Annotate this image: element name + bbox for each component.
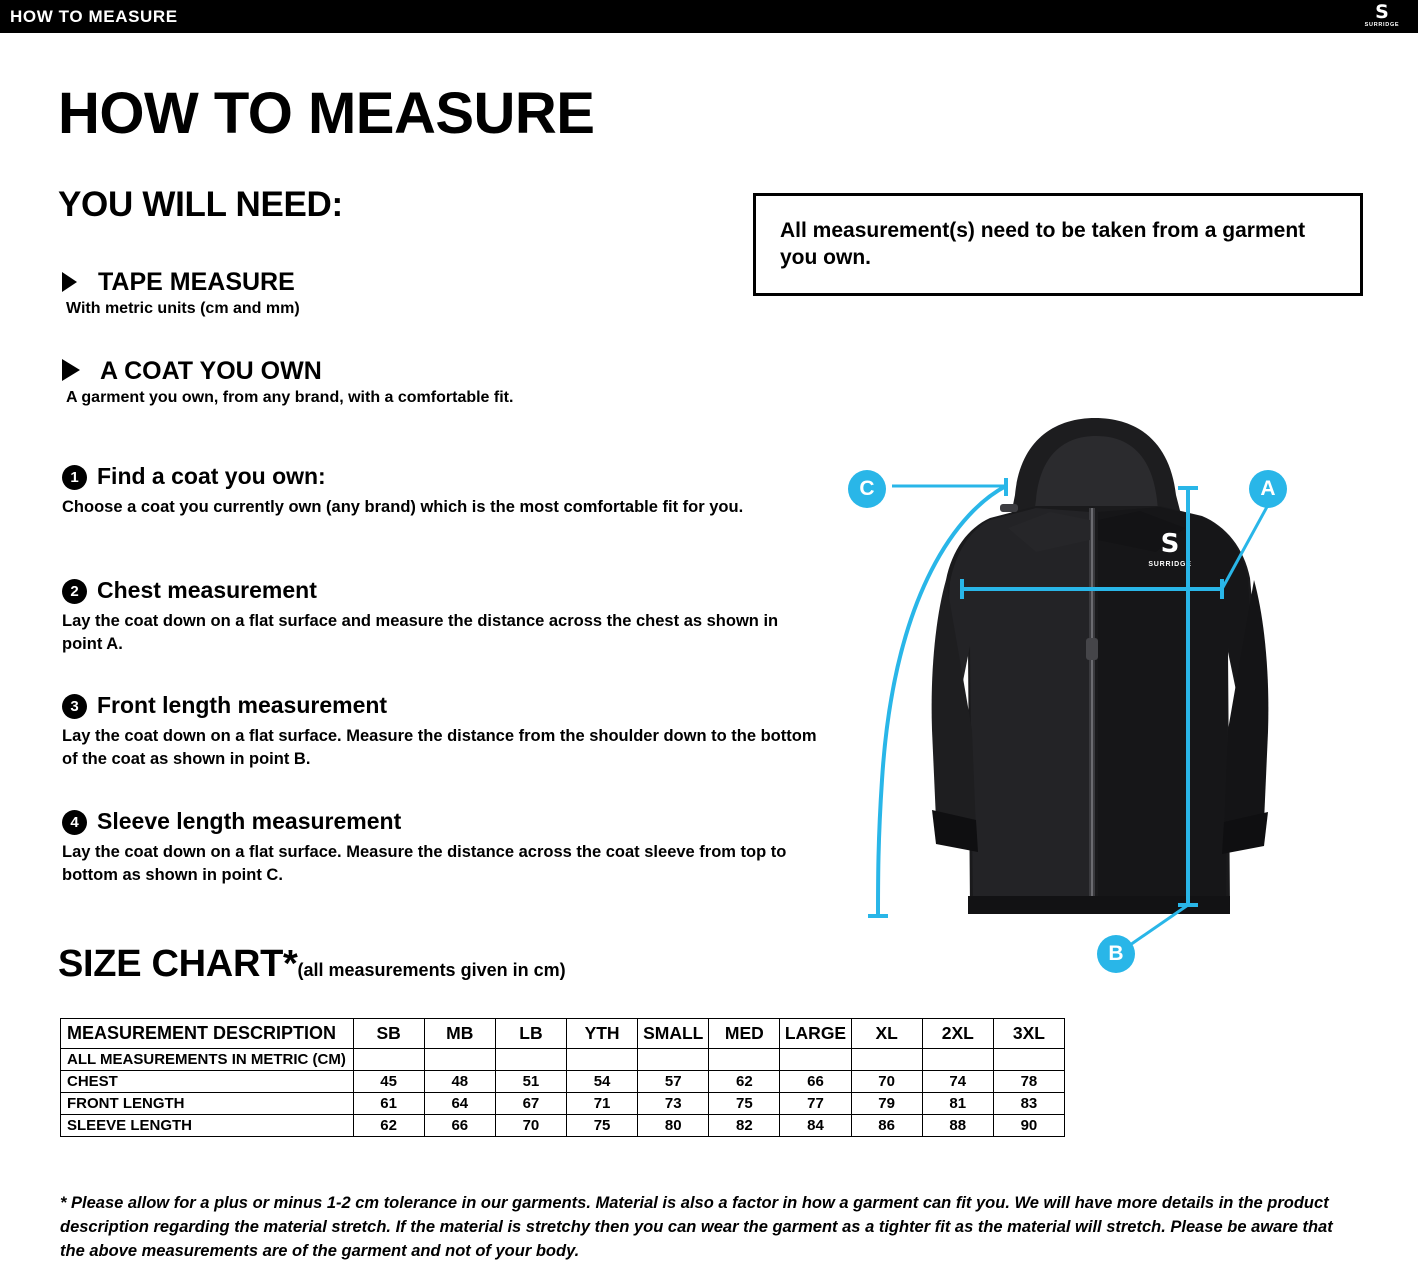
triangle-arrow-icon [62,359,80,381]
cell: 66 [780,1071,851,1093]
svg-text:S: S [1160,529,1180,559]
column-header-small: SMALL [638,1019,709,1049]
column-header-description: MEASUREMENT DESCRIPTION [61,1019,354,1049]
cell: 86 [851,1115,922,1137]
metric-note-cell [922,1049,993,1071]
metric-note-cell [424,1049,495,1071]
cell: 83 [993,1093,1064,1115]
cell: 81 [922,1093,993,1115]
cell: 48 [424,1071,495,1093]
callout-box [753,193,1363,296]
step-title: Find a coat you own: [97,463,326,489]
cell: 75 [567,1115,638,1137]
page-title: HOW TO MEASURE [58,81,595,146]
table-row [61,1093,1065,1115]
cell: 78 [993,1071,1064,1093]
need-item-label: A COAT YOU OWN [100,357,322,385]
step-number: 1 [62,465,87,490]
column-header-sb: SB [353,1019,424,1049]
column-header-large: LARGE [780,1019,851,1049]
metric-note-cell [638,1049,709,1071]
step-number: 2 [62,579,87,604]
footnote: * Please allow for a plus or minus 1-2 cm tolerance in our garments. Material is also a factor in how a garment can fit you. We will have more details in the product description regarding the material stretch. If the material is stretchy then you can wear the garment as a tighter fit as the material will stretch. Please be aware that the above measurements are of the garment and not of your body. [60,1194,1333,1260]
cell: 66 [424,1115,495,1137]
marker-a: A [1249,470,1287,508]
step-title: Sleeve length measurement [97,808,402,834]
marker-b: B [1097,935,1135,973]
need-item-sub: With metric units (cm and mm) [66,300,300,317]
cell: 70 [495,1115,566,1137]
metric-note-cell [353,1049,424,1071]
metric-note-cell [780,1049,851,1071]
you-will-need-title: YOU WILL NEED: [58,185,343,224]
cell: 70 [851,1071,922,1093]
cell: 51 [495,1071,566,1093]
brand-logo-mark: S [1375,1,1389,23]
cell: 77 [780,1093,851,1115]
cell: 84 [780,1115,851,1137]
metric-note-cell [851,1049,922,1071]
metric-note-cell [495,1049,566,1071]
need-item-sub: A garment you own, from any brand, with a comfortable fit. [66,389,514,406]
table-row-metric-note [61,1049,1065,1071]
table-row [61,1115,1065,1137]
top-bar-background [222,0,1418,33]
cell: 62 [709,1071,780,1093]
cell: 80 [638,1115,709,1137]
table-header-row [61,1019,1065,1049]
brand-logo [1360,3,1404,31]
svg-text:SURRIDGE: SURRIDGE [1148,561,1192,568]
size-chart-heading-main: SIZE CHART* [58,943,298,985]
top-bar [0,0,1418,33]
column-header-med: MED [709,1019,780,1049]
step-body: Lay the coat down on a flat surface and measure the distance across the chest as shown in point A. [62,612,779,653]
cell: 57 [638,1071,709,1093]
cell: 62 [353,1115,424,1137]
column-header-yth: YTH [567,1019,638,1049]
column-header-xl: XL [851,1019,922,1049]
triangle-arrow-icon [62,272,77,292]
need-item-label: TAPE MEASURE [98,268,295,296]
cell: 79 [851,1093,922,1115]
column-header-3xl: 3XL [993,1019,1064,1049]
callout-text: All measurement(s) need to be taken from a garment you own. [780,219,1306,269]
step-body: Lay the coat down on a flat surface. Measure the distance across the coat sleeve from top to bottom as shown in point C. [62,843,787,884]
cell: 61 [353,1093,424,1115]
marker-c: C [848,470,886,508]
cell: 73 [638,1093,709,1115]
size-chart-heading-sub: (all measurements given in cm) [297,960,566,980]
row-label-sleeve-length: SLEEVE LENGTH [61,1115,354,1137]
jacket-illustration [840,400,1310,990]
step-title: Front length measurement [97,692,388,718]
brand-logo-word: SURRIDGE [1364,22,1400,28]
step-number: 4 [62,810,87,835]
step-number: 3 [62,694,87,719]
cell: 74 [922,1071,993,1093]
cell: 82 [709,1115,780,1137]
metric-note-label: ALL MEASUREMENTS IN METRIC (CM) [61,1049,354,1071]
size-chart-table [60,1018,1065,1137]
column-header-lb: LB [495,1019,566,1049]
metric-note-cell [567,1049,638,1071]
metric-note-cell [993,1049,1064,1071]
garment-diagram [840,400,1310,990]
step-body: Choose a coat you currently own (any brand) which is the most comfortable fit for you. [62,498,744,516]
table-row [61,1071,1065,1093]
cell: 54 [567,1071,638,1093]
column-header-2xl: 2XL [922,1019,993,1049]
cell: 75 [709,1093,780,1115]
cell: 71 [567,1093,638,1115]
row-label-chest: CHEST [61,1071,354,1093]
column-header-mb: MB [424,1019,495,1049]
metric-note-cell [709,1049,780,1071]
row-label-front-length: FRONT LENGTH [61,1093,354,1115]
cell: 67 [495,1093,566,1115]
top-bar-tab-label: HOW TO MEASURE [10,6,178,26]
top-bar-tab [0,0,222,33]
cell: 64 [424,1093,495,1115]
cell: 90 [993,1115,1064,1137]
cell: 45 [353,1071,424,1093]
cell: 88 [922,1115,993,1137]
size-chart-heading [58,943,566,986]
step-body: Lay the coat down on a flat surface. Measure the distance from the shoulder down to the bottom of the coat as shown in point B. [62,727,817,768]
step-title: Chest measurement [97,577,317,603]
